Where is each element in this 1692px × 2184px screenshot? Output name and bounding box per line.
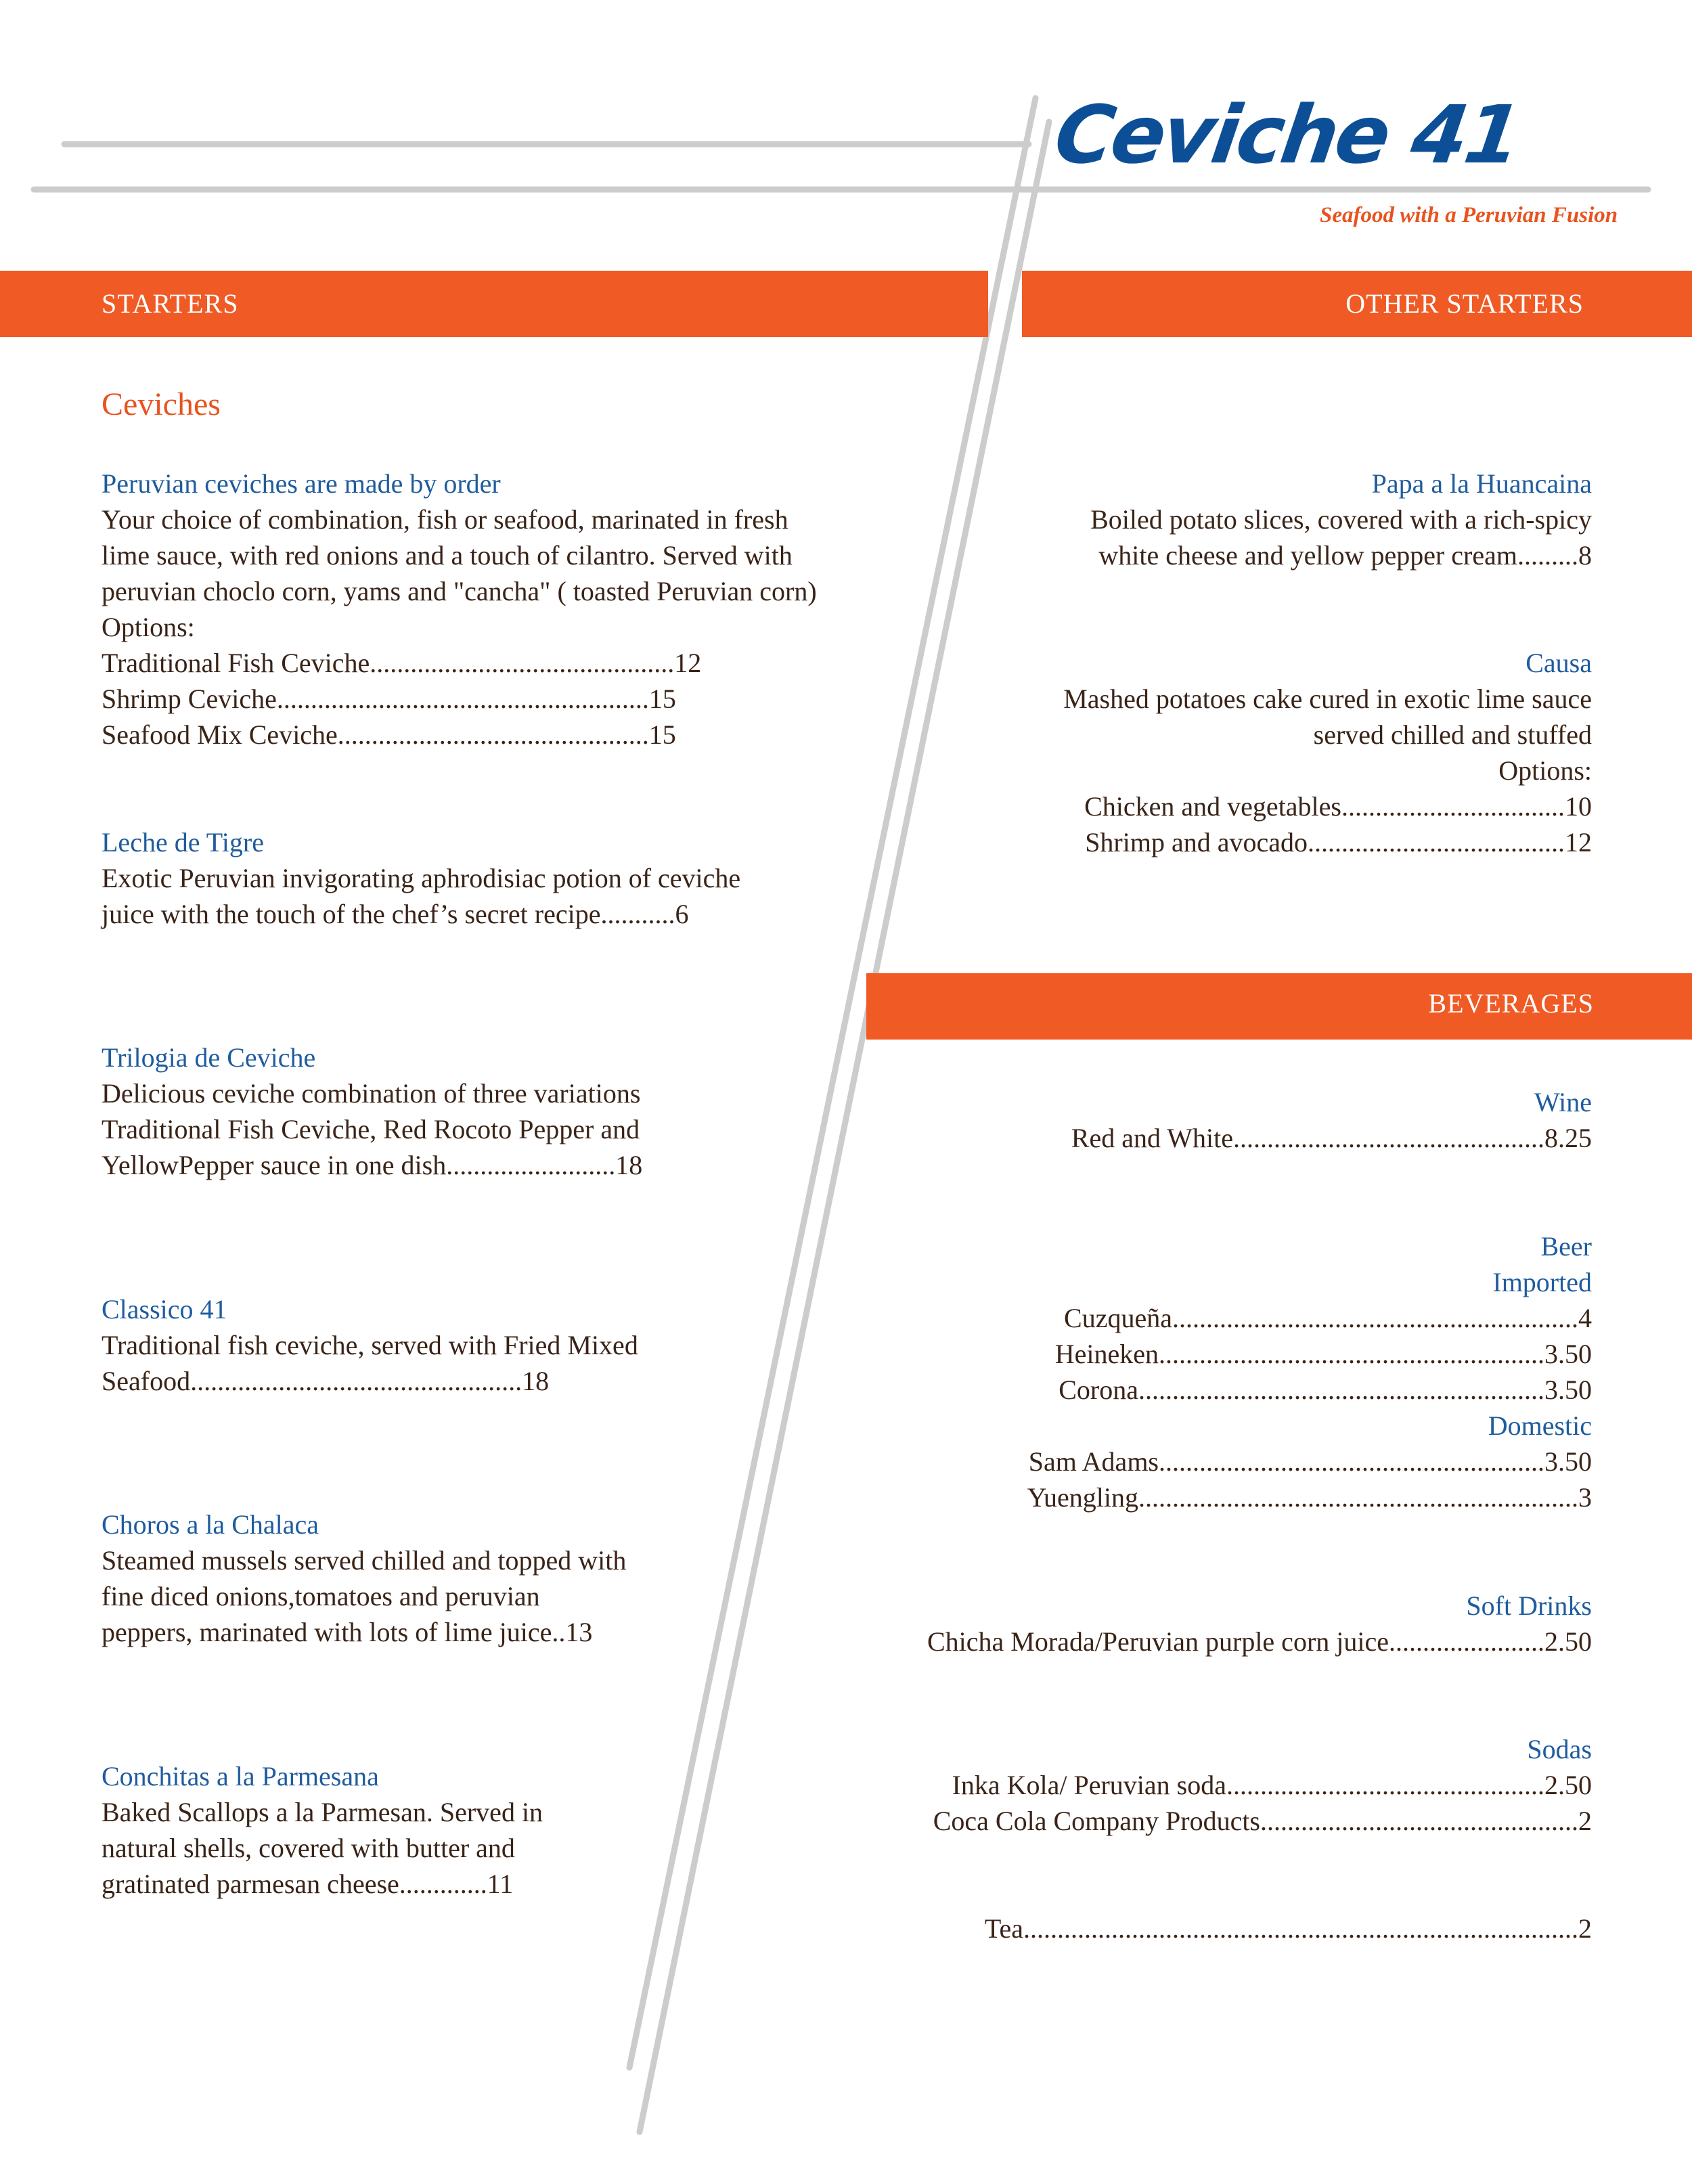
item-line: fine diced onions,tomatoes and peruvian [102,1581,540,1611]
item-line: Options: [1498,755,1592,786]
brand-tagline: Seafood with a Peruvian Fusion [1320,203,1618,227]
other-starters-heading: OTHER STARTERS [1345,288,1584,319]
item-line: Traditional Fish Ceviche, Red Rocoto Pepper and [102,1114,640,1144]
item-price-line: Inka Kola/ Peruvian soda...............................................2.50 [952,1770,1592,1800]
item-line: Baked Scallops a la Parmesan. Served in [102,1797,543,1827]
item-price-line: juice with the touch of the chef’s secret recipe...........6 [102,899,689,929]
item-price-line: Shrimp and avocado......................................12 [1085,827,1592,857]
menu-item-conchitas-a-la-parmesana [102,1758,543,1902]
item-price-line: Sam Adams.........................................................3.50 [1028,1446,1592,1477]
item-price-line: Tea..................................................................................2 [984,1913,1592,1944]
item-line: Traditional fish ceviche, served with Fried Mixed [102,1330,638,1360]
item-line: Steamed mussels served chilled and topped with [102,1545,627,1576]
item-subtitle: Domestic [1488,1410,1592,1441]
item-line: Your choice of combination, fish or seafood, marinated in fresh [102,504,788,535]
item-title: Classico 41 [102,1294,227,1324]
item-title: Papa a la Huancaina [1371,468,1592,499]
item-price-line: white cheese and yellow pepper cream.........8 [1098,540,1592,571]
beverage-wine [1071,1084,1592,1156]
brand-logo: Ceviche 41 [1049,88,1525,181]
ceviches-section-title: Ceviches [102,386,221,422]
item-price-line: Cuzqueña............................................................4 [1064,1303,1592,1333]
item-line: natural shells, covered with butter and [102,1833,515,1863]
beverage-tea [985,1911,1592,1946]
menu-item-leche-de-tigre [102,824,740,932]
menu-item-papa-a-la-huancaina [1090,466,1592,573]
item-subtitle: Imported [1492,1267,1592,1297]
item-title: Soft Drinks [1466,1590,1592,1621]
item-line: Options: [102,612,195,642]
item-title: Sodas [1527,1734,1592,1764]
item-title: Leche de Tigre [102,827,264,857]
item-price-line: peppers, marinated with lots of lime juice..13 [102,1617,593,1647]
item-price-line: Red and White..............................................8.25 [1071,1123,1592,1153]
item-title: Wine [1534,1087,1592,1117]
beverages-heading: BEVERAGES [1428,988,1594,1019]
item-price-line: YellowPepper sauce in one dish.........................18 [102,1150,643,1180]
item-price-line: Chicha Morada/Peruvian purple corn juice.......................2.50 [927,1626,1592,1657]
item-title: Causa [1526,648,1592,678]
item-line: Mashed potatoes cake cured in exotic lime sauce [1063,684,1592,714]
item-price-line: Yuengling.................................................................3 [1027,1482,1592,1513]
item-title: Trilogia de Ceviche [102,1042,316,1073]
item-line: lime sauce, with red onions and a touch of cilantro. Served with [102,540,793,571]
item-price-line: Traditional Fish Ceviche.............................................12 [102,648,702,678]
item-line: served chilled and stuffed [1313,719,1592,750]
beverage-soft-drinks [927,1588,1592,1659]
menu-item-classico-41 [102,1291,638,1399]
menu-item-choros-a-la-chalaca [102,1507,626,1650]
item-price-line: Heineken.........................................................3.50 [1054,1339,1592,1369]
item-line: peruvian choclo corn, yams and "cancha" ( toasted Peruvian corn) [102,576,817,606]
item-line: Boiled potato slices, covered with a rich-spicy [1090,504,1592,535]
item-price-line: Chicken and vegetables.................................10 [1084,791,1592,822]
starters-heading: STARTERS [102,288,239,319]
menu-item-causa [1063,645,1592,860]
item-price-line: Corona............................................................3.50 [1059,1375,1592,1405]
item-title: Beer [1540,1231,1592,1262]
item-price-line: Seafood.................................................18 [102,1366,550,1396]
beverage-sodas [933,1731,1592,1839]
item-price-line: Seafood Mix Ceviche..............................................15 [102,719,676,750]
item-price-line: Coca Cola Company Products...............................................2 [933,1806,1592,1836]
menu-item-peruvian-ceviches [102,466,817,753]
item-line: Exotic Peruvian invigorating aphrodisiac potion of ceviche [102,863,741,893]
beverage-beer [1027,1228,1592,1515]
item-title: Conchitas a la Parmesana [102,1761,379,1791]
menu-item-trilogia-de-ceviche [102,1040,642,1183]
item-title: Peruvian ceviches are made by order [102,468,501,499]
item-price-line: Shrimp Ceviche.......................................................15 [102,684,676,714]
item-title: Choros a la Chalaca [102,1509,319,1540]
item-line: Delicious ceviche combination of three variations [102,1078,641,1109]
item-price-line: gratinated parmesan cheese.............11 [102,1869,514,1899]
